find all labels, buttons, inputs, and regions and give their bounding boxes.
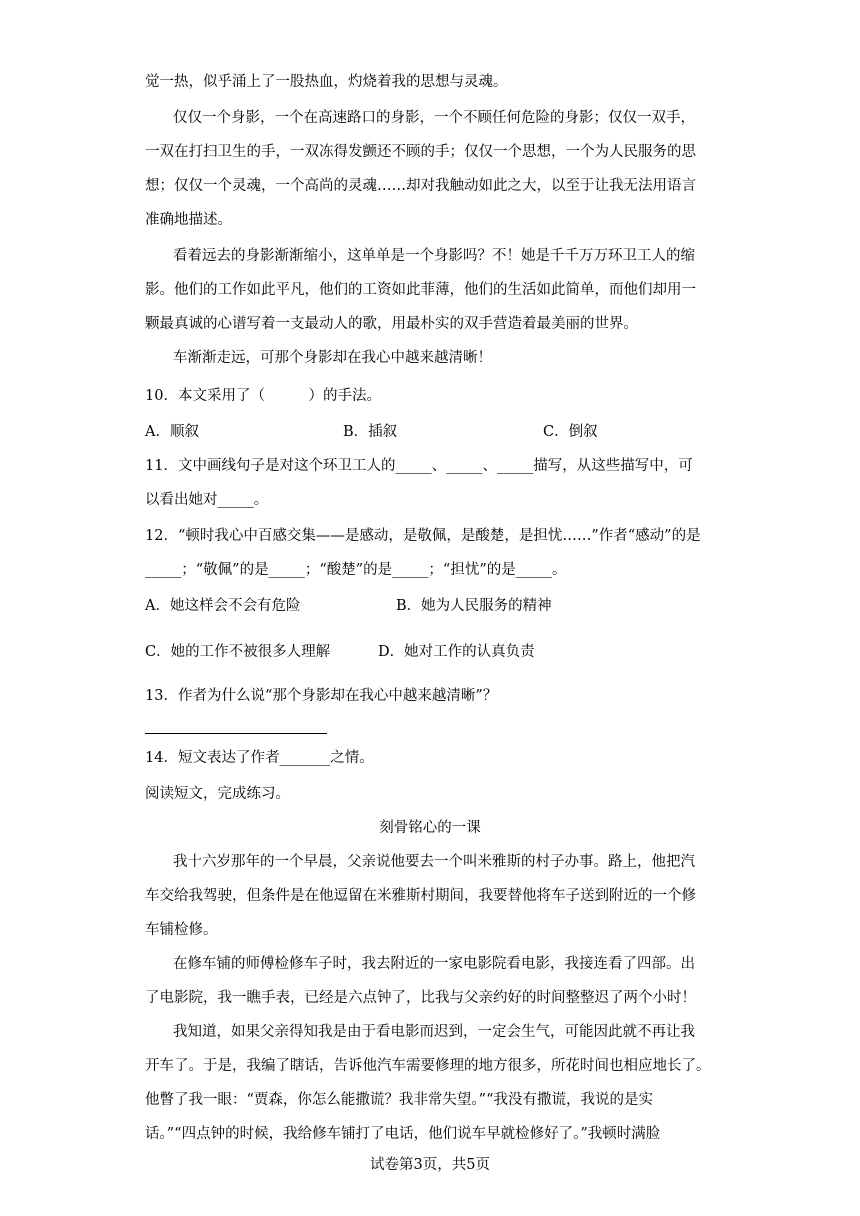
passage2-line: 我知道，如果父亲得知我是由于看电影而迟到，一定会生气，可能因此就不再让我 [173,1024,695,1040]
reading-instruction: 阅读短文，完成练习。 [145,786,290,802]
passage2-line: 开车了。于是，我编了瞎话，告诉他汽车需要修理的地方很多，所花时间也相应地长了。 [145,1058,711,1074]
passage1-line: 车渐渐走远，可那个身影却在我心中越来越清晰！ [173,350,492,366]
passage1-line: 颗最真诚的心谱写着一支最动人的歌，用最朴实的双手营造着最美丽的世界。 [145,316,638,332]
q12-option-b: B．她为人民服务的精神 [396,598,552,614]
passage2-line: 我十六岁那年的一个早晨，父亲说他要去一个叫米雅斯的村子办事。路上，他把汽 [173,854,695,870]
question-11: 以看出她对_____。 [145,492,269,508]
question-10: 10．本文采用了（ ）的手法。 [145,388,381,404]
passage1-line: 觉一热，似乎涌上了一股热血，灼烧着我的思想与灵魂。 [145,74,508,90]
passage2-title: 刻骨铭心的一课 [379,820,481,836]
passage2-line: 了电影院，我一瞧手表，已经是六点钟了，比我与父亲约好的时间整整迟了两个小时！ [145,990,696,1006]
passage2-line: 他瞥了我一眼：“贾森，你怎么能撒谎？我非常失望。”“我没有撒谎，我说的是实 [145,1092,653,1108]
passage2-line: 在修车铺的师傅检修车子时，我去附近的一家电影院看电影，我接连看了四部。出 [173,956,695,972]
page-footer: 试卷第3页，共5页 [370,1157,490,1173]
question-14: 14．短文表达了作者_______之情。 [145,750,374,766]
answer-line [145,733,327,734]
q12-option-d: D．她对工作的认真负责 [378,644,535,660]
passage2-line: 车交给我驾驶，但条件是在他逗留在米雅斯村期间，我要替他将车子送到附近的一个修 [145,888,696,904]
q10-option-c: C．倒叙 [543,424,598,440]
q10-option-b: B．插叙 [343,424,398,440]
q12-option-c: C．她的工作不被很多人理解 [145,644,331,660]
question-12: _____；“敬佩”的是_____；“酸楚”的是_____；“担忧”的是_____。 [145,562,567,578]
passage2-line: 车铺检修。 [145,922,218,938]
passage1-line: 看着远去的身影渐渐缩小，这单单是一个身影吗？不！她是千千万万环卫工人的缩 [173,248,695,264]
question-11: 11．文中画线句子是对这个环卫工人的_____、_____、_____描写，从这些描写中，可 [145,458,693,474]
passage1-line: 仅仅一个身影，一个在高速路口的身影，一个不顾任何危险的身影；仅仅一双手， [173,110,695,126]
question-13: 13．作者为什么说“那个身影却在我心中越来越清晰”？ [145,688,498,704]
passage2-line: 话。”“四点钟的时候，我给修车铺打了电话，他们说车早就检修好了。”我顿时满脸 [145,1126,661,1142]
passage1-line: 一双在打扫卫生的手，一双冻得发颤还不顾的手；仅仅一个思想，一个为人民服务的思 [145,144,696,160]
passage1-line: 影。他们的工作如此平凡，他们的工资如此菲薄，他们的生活如此简单，而他们却用一 [145,282,696,298]
q12-option-a: A．她这样会不会有危险 [145,598,301,614]
passage1-line: 准确地描述。 [145,212,232,228]
q10-option-a: A．顺叙 [145,424,199,440]
passage1-line: 想；仅仅一个灵魂，一个高尚的灵魂……却对我触动如此之大，以至于让我无法用语言 [145,178,696,194]
question-12: 12．“顿时我心中百感交集——是感动，是敬佩，是酸楚，是担忧……”作者“感动”的是 [145,528,701,544]
